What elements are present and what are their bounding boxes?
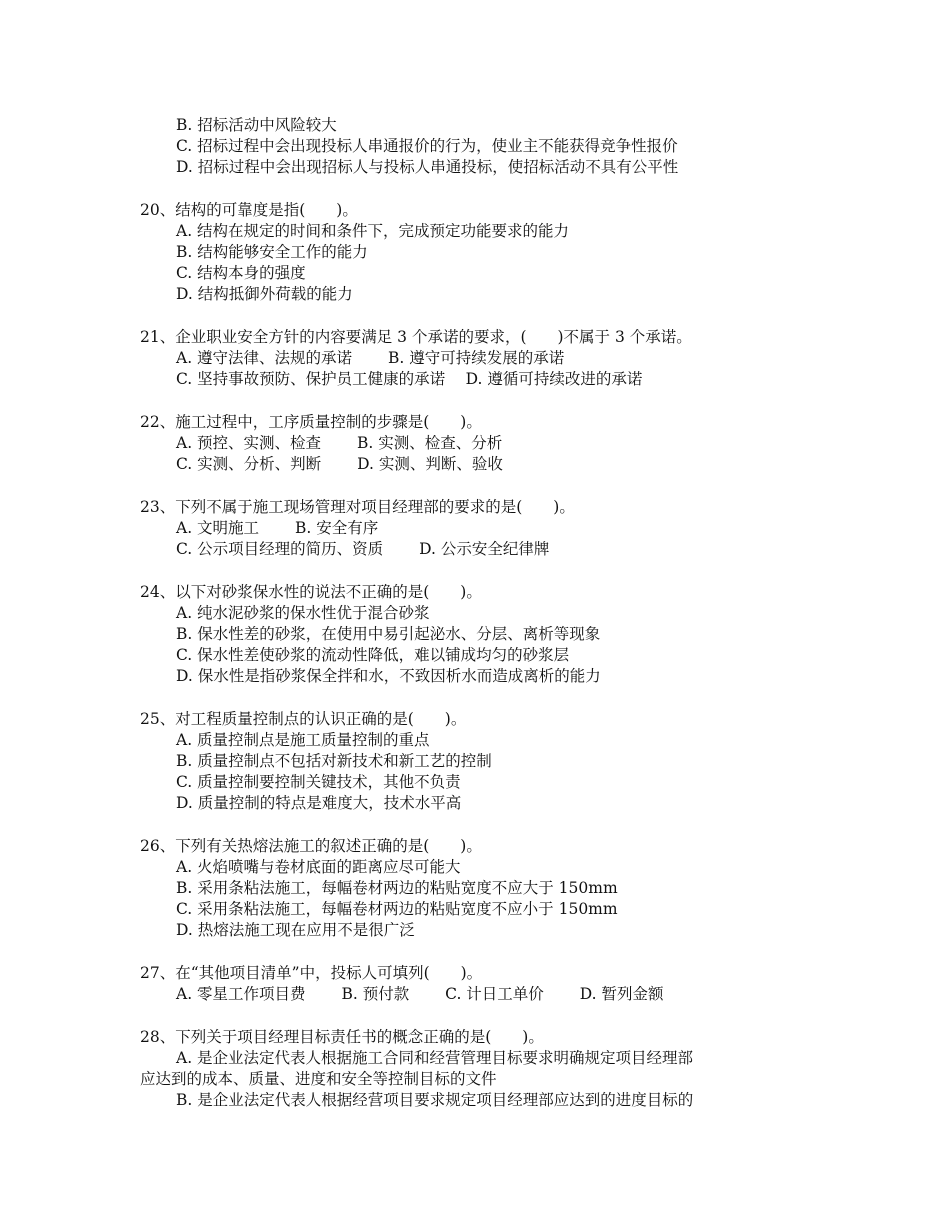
option-line: B. 采用条粘法施工，每幅卷材两边的粘贴宽度不应大于 150mm <box>176 879 618 897</box>
option-line: C. 公示项目经理的简历、资质 D. 公示安全纪律牌 <box>176 540 550 558</box>
option-line: B. 结构能够安全工作的能力 <box>176 243 368 261</box>
option-line: A. 遵守法律、法规的承诺 B. 遵守可持续发展的承诺 <box>176 349 565 367</box>
option-line: A. 文明施工 B. 安全有序 <box>176 519 379 537</box>
option-line: C. 结构本身的强度 <box>176 264 306 282</box>
question-stem: 20、结构的可靠度是指( )。 <box>140 201 358 219</box>
option-line: C. 保水性差使砂浆的流动性降低，难以铺成均匀的砂浆层 <box>176 646 570 664</box>
option-line: B. 保水性差的砂浆，在使用中易引起泌水、分层、离析等现象 <box>176 625 601 643</box>
question-stem: 25、对工程质量控制点的认识正确的是( )。 <box>140 710 467 728</box>
question-stem: 22、施工过程中，工序质量控制的步骤是( )。 <box>140 413 482 431</box>
option-line: A. 零星工作项目费 B. 预付款 C. 计日工单价 D. 暂列金额 <box>176 985 664 1003</box>
option-line: A. 火焰喷嘴与卷材底面的距离应尽可能大 <box>176 858 461 876</box>
option-line: D. 结构抵御外荷载的能力 <box>176 285 353 303</box>
option-line: A. 预控、实测、检查 B. 实测、检查、分析 <box>176 434 503 452</box>
option-line: D. 招标过程中会出现招标人与投标人串通投标，使招标活动不具有公平性 <box>176 158 679 176</box>
option-line: D. 质量控制的特点是难度大，技术水平高 <box>176 794 462 812</box>
question-stem: 27、在“其他项目清单”中，投标人可填列( )。 <box>140 964 483 982</box>
option-line: C. 质量控制要控制关键技术，其他不负责 <box>176 773 461 791</box>
option-line: C. 招标过程中会出现投标人串通报价的行为，使业主不能获得竞争性报价 <box>176 137 678 155</box>
option-line: C. 实测、分析、判断 D. 实测、判断、验收 <box>176 455 503 473</box>
question-stem: 23、下列不属于施工现场管理对项目经理部的要求的是( )。 <box>140 498 575 516</box>
option-line: A. 质量控制点是施工质量控制的重点 <box>176 731 430 749</box>
option-line: C. 坚持事故预防、保护员工健康的承诺 D. 遵循可持续改进的承诺 <box>176 370 643 388</box>
option-line: C. 采用条粘法施工，每幅卷材两边的粘贴宽度不应小于 150mm <box>176 900 618 918</box>
question-stem: 26、下列有关热熔法施工的叙述正确的是( )。 <box>140 837 482 855</box>
question-stem: 24、以下对砂浆保水性的说法不正确的是( )。 <box>140 583 482 601</box>
option-line: B. 是企业法定代表人根据经营项目要求规定项目经理部应达到的进度目标的 <box>176 1091 694 1109</box>
option-line: B. 招标活动中风险较大 <box>176 116 337 134</box>
option-line-wrap: 应达到的成本、质量、进度和安全等控制目标的文件 <box>140 1070 497 1088</box>
option-line: B. 质量控制点不包括对新技术和新工艺的控制 <box>176 752 492 770</box>
question-stem: 28、下列关于项目经理目标责任书的概念正确的是( )。 <box>140 1028 544 1046</box>
question-stem: 21、企业职业安全方针的内容要满足 3 个承诺的要求，( )不属于 3 个承诺。 <box>140 328 692 346</box>
option-line: A. 是企业法定代表人根据施工合同和经营管理目标要求明确规定项目经理部 <box>176 1049 694 1067</box>
option-line: A. 纯水泥砂浆的保水性优于混合砂浆 <box>176 604 430 622</box>
option-line: A. 结构在规定的时间和条件下，完成预定功能要求的能力 <box>176 222 570 240</box>
option-line: D. 热熔法施工现在应用不是很广泛 <box>176 921 415 939</box>
option-line: D. 保水性是指砂浆保全拌和水，不致因析水而造成离析的能力 <box>176 667 601 685</box>
